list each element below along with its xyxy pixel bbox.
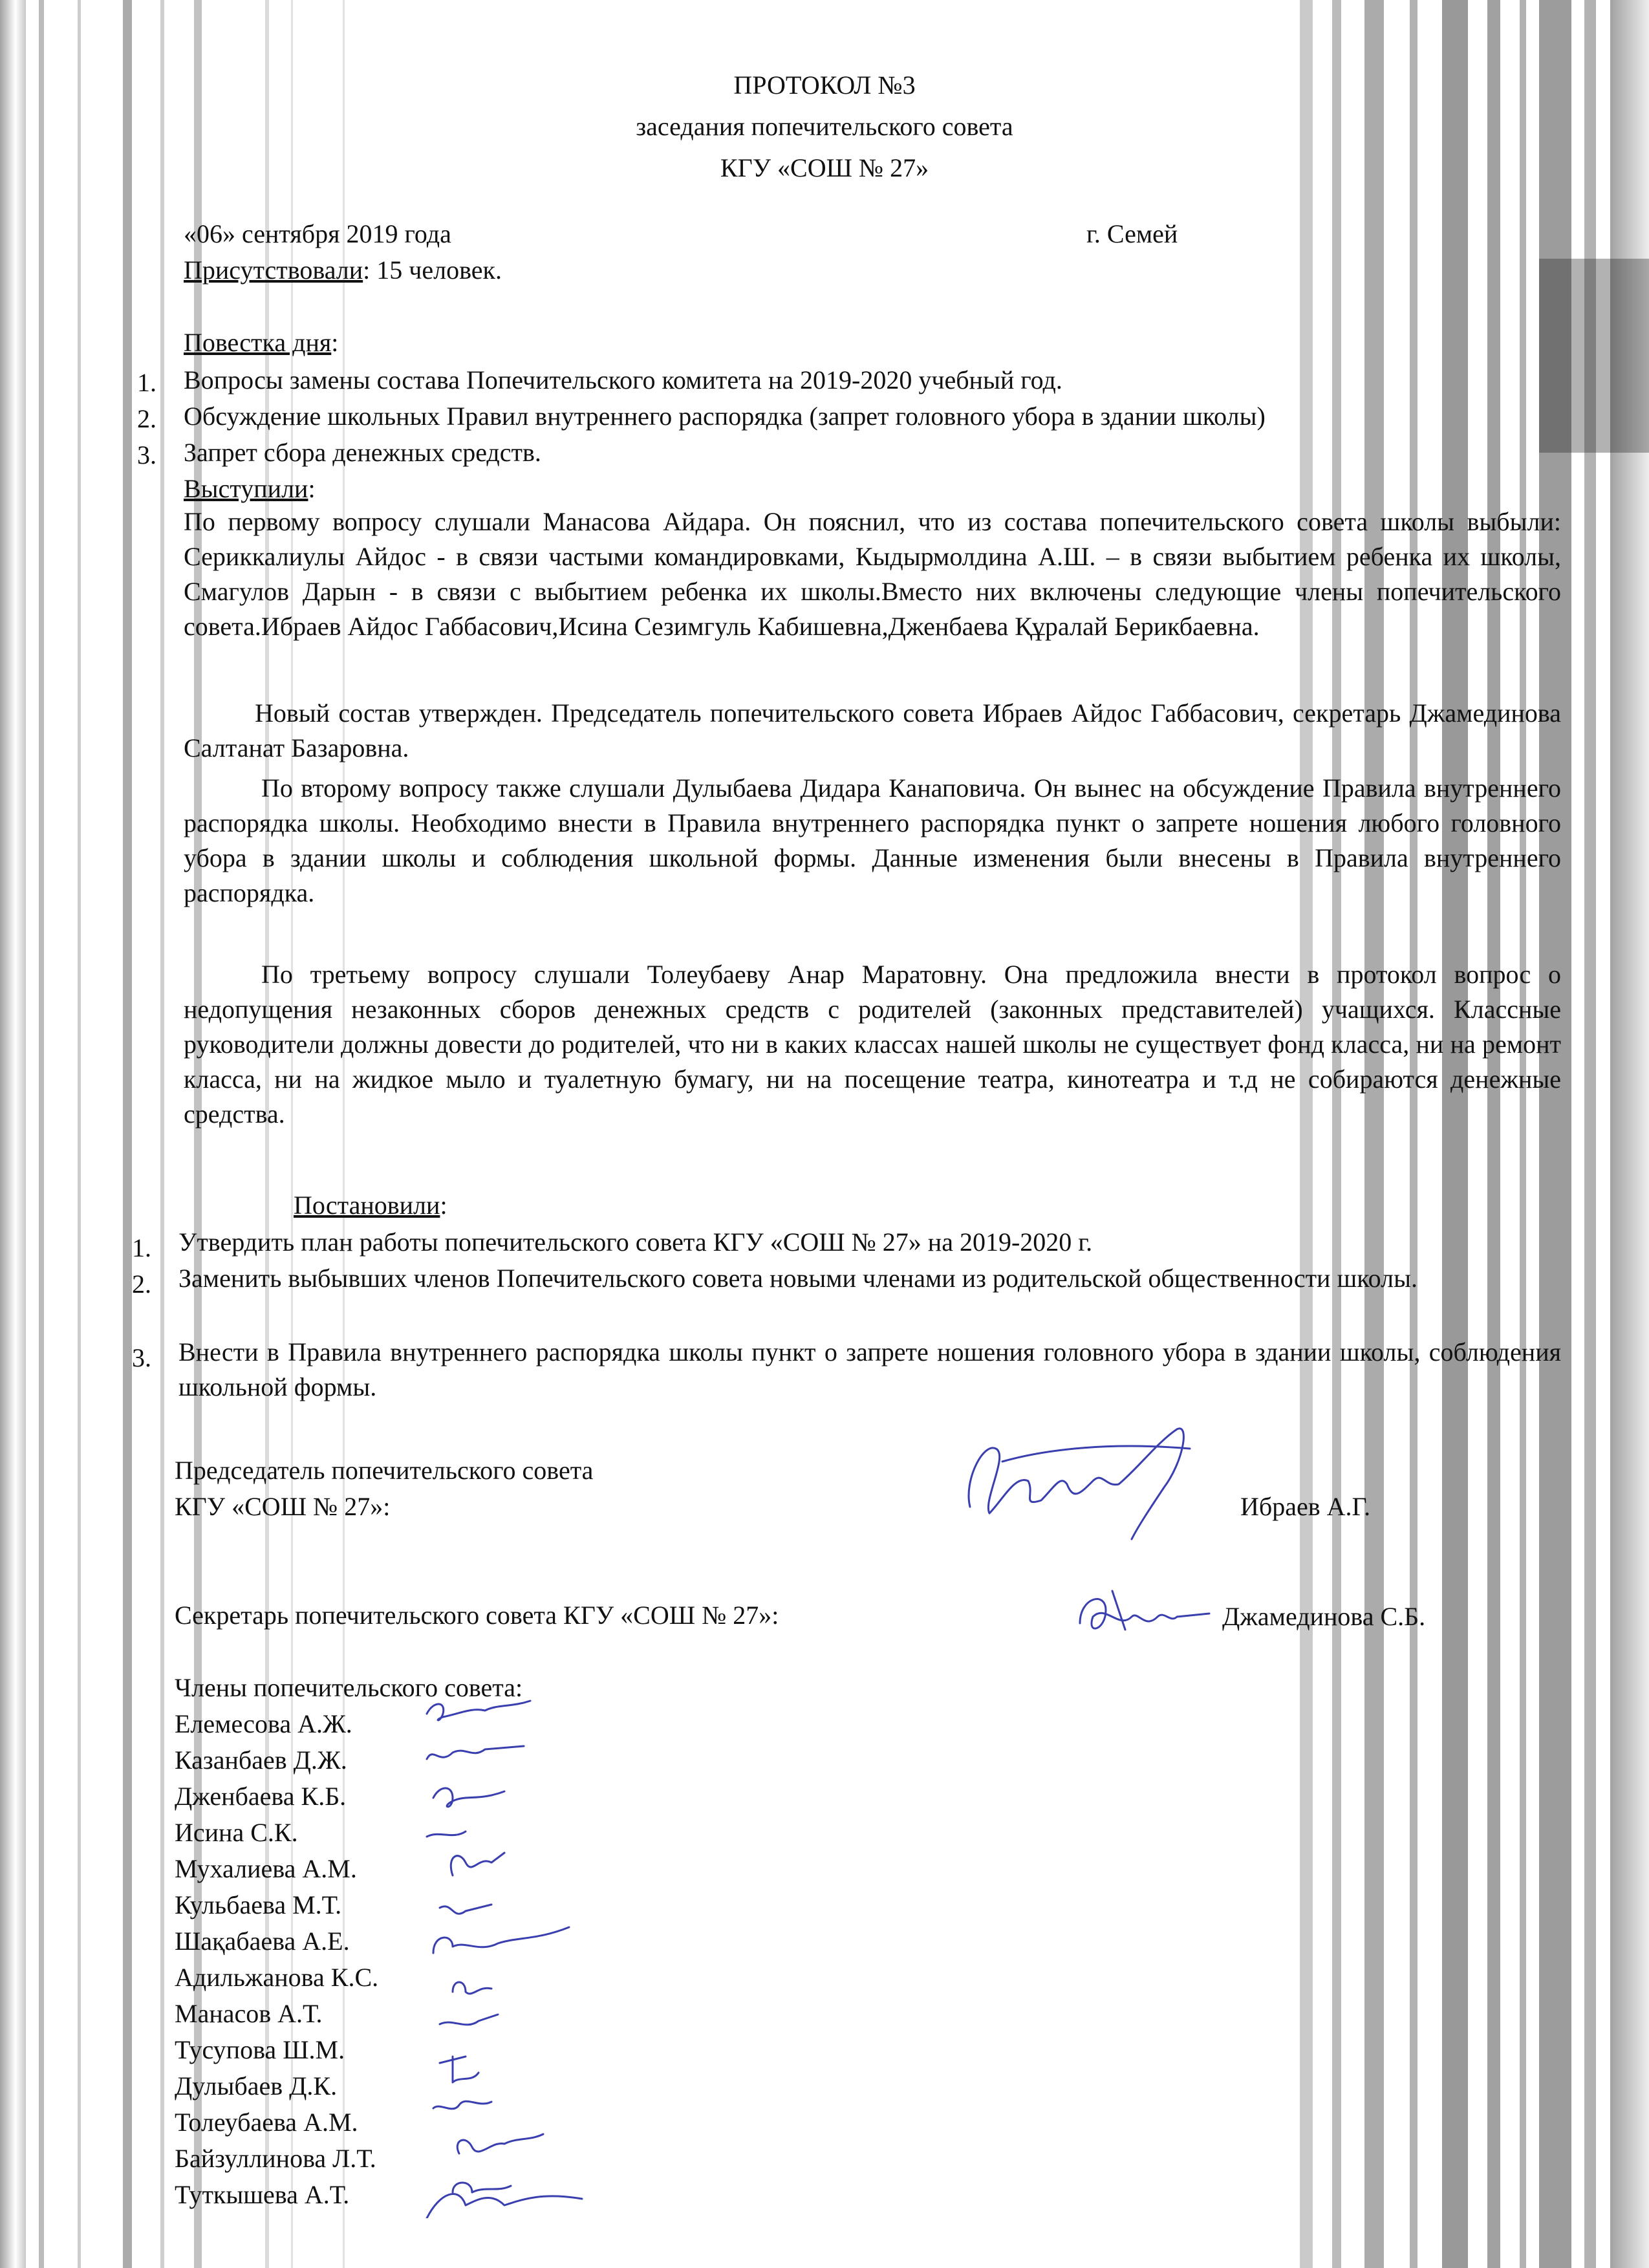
attendance-value: : 15 человек. xyxy=(363,255,502,285)
organization: КГУ «СОШ № 27» xyxy=(720,153,929,182)
meeting-city: г. Семей xyxy=(1086,219,1178,248)
protocol-page: ПРОТОКОЛ №3 заседания попечительского совета КГУ «СОШ № 27» «06» сентября 2019 года г. Семей Присутствовали: 15 человек. Повестка дня: 1. Вопросы замены состава Попечительского комитета на 2019-2020 учебный год. 2. Обсуждение школьных Правил внутреннего распорядка (запрет головного убора в здании школы) 3. Запрет сбора денежных средств. Выступили: По первому вопросу слушали Манасова Айдара. Он пояснил, что из состава попечительского совета школы выбыли: Сериккалиулы Айдос - в связи частыми командировками, Кыдырмолдина А.Ш. – в связи выбытием ребенка их школы, Смагулов Дарын - в связи с выбытием ребенка их школы.Вместо них включены следующие члены попечительского совета.Ибраев Айдос Габбасович,Исина Сезимгуль Кабишевна,Дженбаева Құралай Берикбаевна. Новый состав утвержден. Председатель попечительского совета Ибраев Айдос Габбасович, секретарь Джамединова Салтанат Базаровна. По второму вопросу также слушали Дулыбаева Дидара Канаповича. Он вынес на обсуждение Правила внутреннего распорядка школы. Необходимо внести в Правила внутреннего распорядка пункт о запрете ношения любого головного убора в здании школы и соблюдения школьной формы. Данные изменения были внесены в Правила внутреннего распорядка. По третьему вопросу слушали Толеубаеву Анар Маратовну. Она предложила внести в протокол вопрос о недопущения незаконных сборов денежных средств с родителей (законных представителей) учащихся. Классные руководители должны довести до родителей, что ни в каких классах нашей школы не существует фонд класса, ни на ремонт класса, ни на жидкое мыло и туалетную бумагу, ни на посещение театра, кинотеатра и т.д не собираются денежные средства. Постановили: 1. Утвердить план работы попечительского совета КГУ «СОШ № 27» на 2019-2020 г. 2. Заменить выбывших членов Попечительского совета новыми членами из родительской общественности школы. 3. Внести в Правила внутреннего распорядка школы пункт о запрете ношения головного убора в здании школы, соблюдения школьной формы. Председатель попечительского совета КГУ «СОШ № 27»: Ибраев А.Г. Секретарь попечительского совета КГУ «СОШ № 27»: Джамединова С.Б. Члены попечительского совета: Елемесова А.Ж. Казанбаев Д.Ж. Дженбаева К.Б. Исина С.К. Мухалиева А.М. Кульбаева М.Т. Шақабаева А.Е. Адильжанова К.С. Манасов А.Т. Тусупова Ш.М. Дулыбаев Д.К. Толеубаева А.М. Байзуллинова Л.Т. Туткышева А.Т. xyxy=(0,0,1649,2268)
chair-signature xyxy=(944,1403,1216,1546)
speech-paragraph-2: Новый состав утвержден. Председатель попечительского совета Ибраев Айдос Габбасович, секретарь Джамединова Салтанат Базаровна. xyxy=(184,698,1561,762)
page-subtitle: заседания попечительского совета xyxy=(636,112,1013,141)
meeting-date: «06» сентября 2019 года xyxy=(184,219,451,248)
member-name: Елемесова А.Ж. xyxy=(175,1709,352,1738)
chair-title-line1: Председатель попечительского совета xyxy=(175,1456,594,1485)
secretary-title: Секретарь попечительского совета КГУ «СОШ № 27»: xyxy=(175,1601,779,1630)
attendance xyxy=(184,257,502,283)
resolution-item: Заменить выбывших членов Попечительского совета новыми членами из родительской общественности школы. xyxy=(178,1264,1417,1293)
chair-name: Ибраев А.Г. xyxy=(1240,1492,1371,1521)
member-name: Туткышева А.Т. xyxy=(175,2180,350,2209)
member-name: Дженбаева К.Б. xyxy=(175,1782,347,1811)
speech-paragraph-1: По первому вопросу слушали Манасова Айдара. Он пояснил, что из состава попечительского совета школы выбыли: Сериккалиулы Айдос - в связи частыми командировками, Кыдырмолдина А.Ш. – в связи выбытием ребенка их школы, Смагулов Дарын - в связи с выбытием ребенка их школы.Вместо них включены следующие члены попечительского совета.Ибраев Айдос Габбасович,Исина Сезимгуль Кабишевна,Дженбаева Құралай Берикбаевна. xyxy=(184,507,1561,641)
resolution-item: Утвердить план работы попечительского совета КГУ «СОШ № 27» на 2019-2020 г. xyxy=(178,1227,1093,1257)
member-signatures xyxy=(414,1688,608,2218)
attendance-label: Присутствовали xyxy=(184,255,363,285)
member-name: Дулыбаев Д.К. xyxy=(175,2071,338,2101)
member-name: Мухалиева А.М. xyxy=(175,1854,357,1883)
agenda-item: Запрет сбора денежных средств. xyxy=(184,438,541,467)
secretary-name: Джамединова С.Б. xyxy=(1222,1602,1426,1631)
member-name: Толеубаева А.М. xyxy=(175,2108,358,2137)
member-name: Адильжанова К.С. xyxy=(175,1963,379,1992)
agenda-item: Обсуждение школьных Правил внутреннего распорядка (запрет головного убора в здании школы) xyxy=(184,402,1266,431)
chair-title-line2: КГУ «СОШ № 27»: xyxy=(175,1492,391,1521)
resolution-item: Внести в Правила внутреннего распорядка школы пункт о запрете ношения головного убора в здании школы, соблюдения школьной формы. xyxy=(178,1337,1561,1401)
agenda-heading: Повестка дня: xyxy=(184,328,339,357)
member-name: Шақабаева А.Е. xyxy=(175,1927,350,1956)
agenda-item: Вопросы замены состава Попечительского комитета на 2019-2020 учебный год. xyxy=(184,365,1062,394)
member-name: Исина С.К. xyxy=(175,1818,298,1847)
secretary-signature xyxy=(1067,1578,1216,1649)
member-name: Кульбаева М.Т. xyxy=(175,1890,342,1919)
member-name: Казанбаев Д.Ж. xyxy=(175,1745,347,1775)
member-name: Манасов А.Т. xyxy=(175,1999,323,2028)
member-name: Байзуллинова Л.Т. xyxy=(175,2144,376,2173)
speech-paragraph-4: По третьему вопросу слушали Толеубаеву Анар Маратовну. Она предложила внести в протокол вопрос о недопущения незаконных сборов денежных средств с родителей (законных представителей) учащихся. Классные руководители должны довести до родителей, что ни в каких классах нашей школы не существует фонд класса, ни на ремонт класса, ни на жидкое мыло и туалетную бумагу, ни на посещение театра, кинотеатра и т.д не собираются денежные средства. xyxy=(184,960,1561,1129)
member-name: Тусупова Ш.М. xyxy=(175,2035,345,2064)
speeches-heading: Выступили: xyxy=(184,474,316,503)
speech-paragraph-3: По второму вопросу также слушали Дулыбаева Дидара Канаповича. Он вынес на обсуждение Правила внутреннего распорядка школы. Необходимо внести в Правила внутреннего распорядка пункт о запрете ношения любого головного убора в здании школы и соблюдения школьной формы. Данные изменения были внесены в Правила внутреннего распорядка. xyxy=(184,773,1561,907)
resolution-heading: Постановили: xyxy=(294,1191,447,1220)
page-title: ПРОТОКОЛ №3 xyxy=(733,70,916,100)
members-heading: Члены попечительского совета: xyxy=(175,1673,523,1702)
